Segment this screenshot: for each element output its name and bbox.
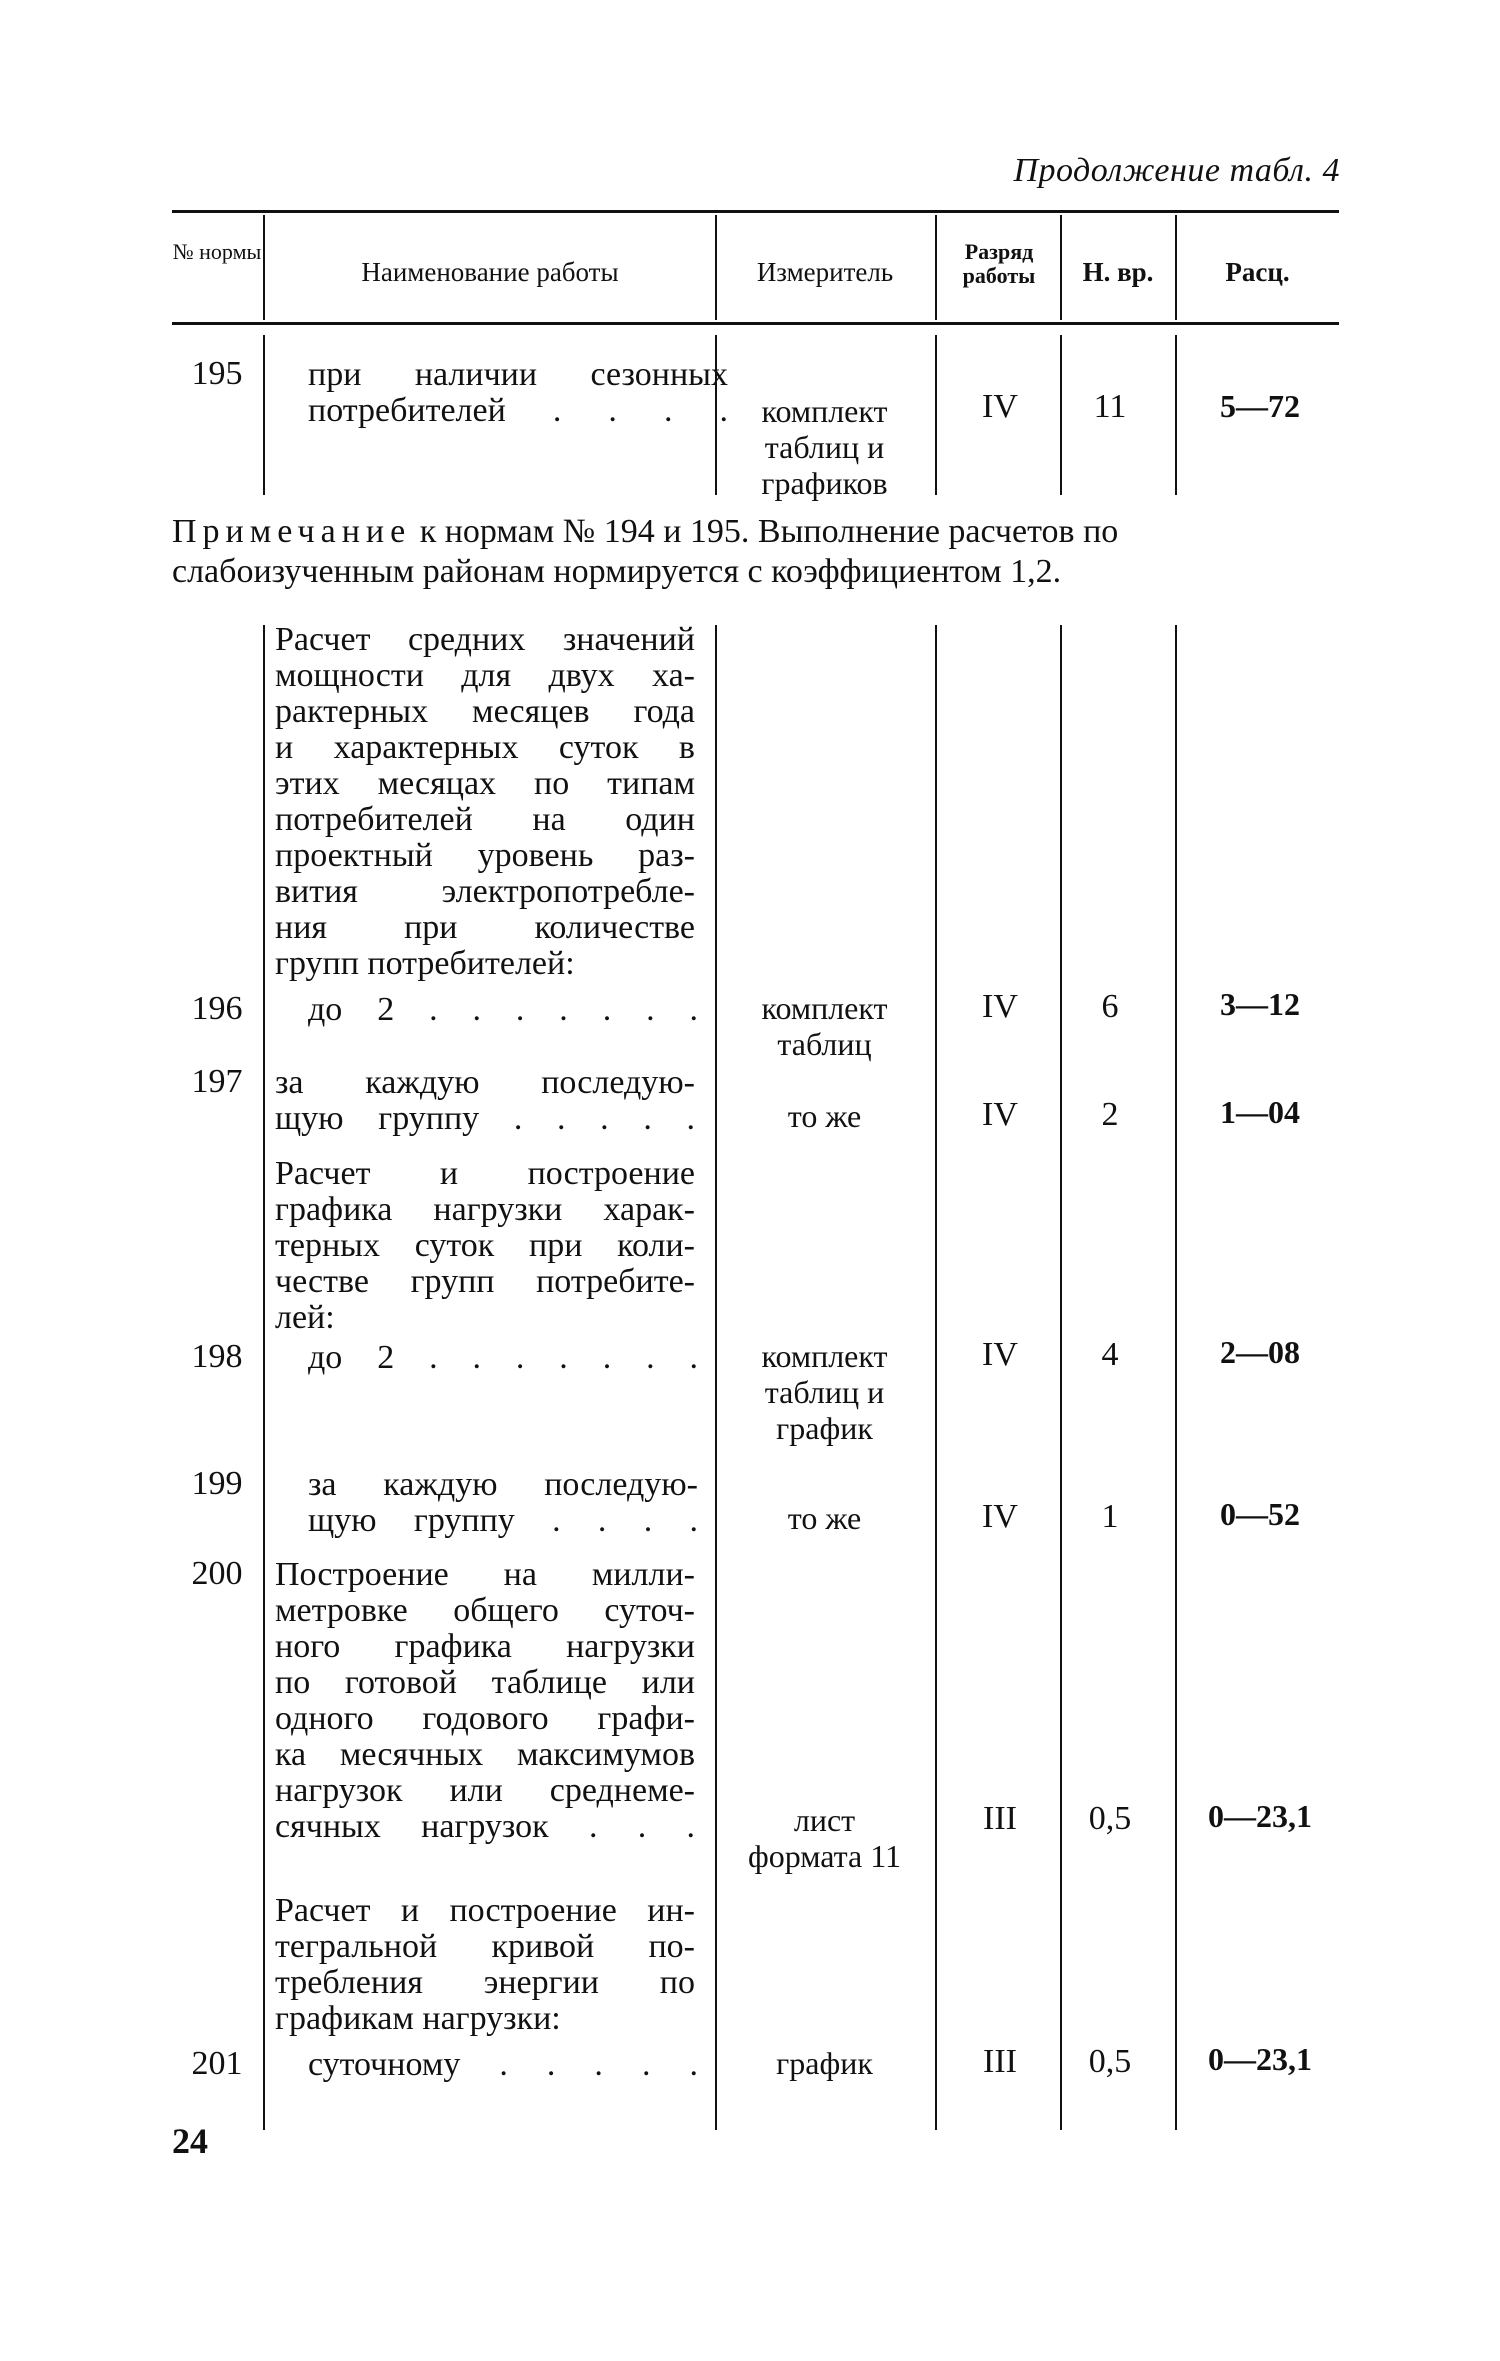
- col-sep: [935, 215, 937, 320]
- row-195-grade: IV: [982, 388, 1018, 425]
- col-sep: [263, 625, 265, 2130]
- note-paragraph: Примечание к нормам № 194 и 195. Выполнение расчетов по слабоизученным районам нормируется с коэффициентом 1,2.: [172, 513, 1119, 590]
- row-195-text: при наличии сезонных потребителей . . . .: [308, 356, 728, 429]
- row-198-text: до 2 . . . . . . .: [308, 1339, 698, 1376]
- row-198-grade: IV: [982, 1336, 1018, 1373]
- col-sep: [263, 335, 265, 495]
- row-199-rate: 0—52: [1220, 1496, 1300, 1532]
- group-header-2: Расчет и построение графика нагрузки харак- терных суток при коли- честве групп потребите- лей:: [275, 1155, 695, 1336]
- row-201-no: 201: [191, 2045, 243, 2082]
- col-sep: [935, 335, 937, 495]
- header-name: Наименование работы: [361, 257, 619, 287]
- row-199-time: 1: [1101, 1498, 1119, 1535]
- row-201-rate: 0—23,1: [1208, 2041, 1312, 2077]
- row-199-text: за каждую последую- щую группу . . . .: [308, 1466, 698, 1539]
- header-measure: Измеритель: [756, 257, 894, 287]
- col-sep: [263, 215, 265, 320]
- row-201-grade: III: [983, 2043, 1017, 2080]
- continuation-label: Продолжение табл. 4: [1013, 152, 1340, 189]
- row-196-measure: комплект таблиц: [761, 990, 888, 1062]
- header-rate: Расц.: [1225, 257, 1290, 287]
- row-198-rate: 2—08: [1220, 1334, 1300, 1370]
- row-200-time: 0,5: [1088, 1800, 1132, 1837]
- col-sep: [1175, 215, 1177, 320]
- table-top-rule: [172, 210, 1339, 213]
- group-header-1: Расчет средних значений мощности для двух ха- рактерных месяцев года и характерных суток в этих месяцах по типам потребителей на один проектный уровень раз- вития электропотребле- ния при количестве групп потребителей:: [275, 621, 695, 982]
- row-195-time: 11: [1093, 388, 1127, 425]
- row-199-measure: то же: [787, 1500, 862, 1536]
- row-195-rate: 5—72: [1220, 388, 1300, 424]
- row-196-rate: 3—12: [1220, 986, 1300, 1022]
- row-200-no: 200: [191, 1555, 243, 1592]
- row-196-text: до 2 . . . . . . .: [308, 991, 698, 1028]
- page-number: 24: [172, 2121, 208, 2161]
- row-197-measure: то же: [787, 1098, 862, 1134]
- row-198-measure: комплект таблиц и график: [761, 1338, 888, 1446]
- col-sep: [1175, 335, 1177, 495]
- row-201-measure: график: [776, 2045, 873, 2081]
- row-196-no: 196: [191, 990, 243, 1027]
- row-199-grade: IV: [982, 1498, 1018, 1535]
- row-197-rate: 1—04: [1220, 1094, 1300, 1130]
- row-201-time: 0,5: [1088, 2043, 1132, 2080]
- header-grade: Разряд работы: [962, 239, 1036, 288]
- col-sep: [715, 215, 717, 320]
- col-sep: [1175, 625, 1177, 2130]
- row-200-measure: лист формата 11: [747, 1802, 902, 1874]
- row-197-no: 197: [191, 1063, 243, 1100]
- row-196-grade: IV: [982, 988, 1018, 1025]
- row-198-time: 4: [1101, 1336, 1119, 1373]
- row-200-text: Построение на милли- метровке общего суточ- ного графика нагрузки по готовой таблице или одного годового графи- ка месячных максимумов нагрузок или среднеме- сячных нагрузок . . .: [275, 1556, 695, 1845]
- row-200-grade: III: [983, 1800, 1017, 1837]
- col-sep: [1060, 625, 1062, 2130]
- header-bottom-rule: [172, 322, 1339, 325]
- row-197-grade: IV: [982, 1096, 1018, 1133]
- row-197-text: за каждую последую- щую группу . . . . .: [275, 1064, 695, 1137]
- header-time: Н. вр.: [1082, 257, 1154, 287]
- row-196-time: 6: [1101, 988, 1119, 1025]
- row-195-measure: комплект таблиц и графиков: [761, 393, 888, 501]
- row-195-no: 195: [191, 355, 243, 392]
- header-norm-no: № нормы: [172, 239, 262, 264]
- row-199-no: 199: [191, 1465, 243, 1502]
- group-header-3: Расчет и построение ин- тегральной кривой по- требления энергии по графикам нагрузки:: [275, 1892, 695, 2037]
- row-198-no: 198: [191, 1338, 243, 1375]
- col-sep: [935, 625, 937, 2130]
- row-200-rate: 0—23,1: [1208, 1798, 1312, 1834]
- row-201-text: суточному . . . . .: [308, 2046, 698, 2083]
- row-197-time: 2: [1101, 1096, 1119, 1133]
